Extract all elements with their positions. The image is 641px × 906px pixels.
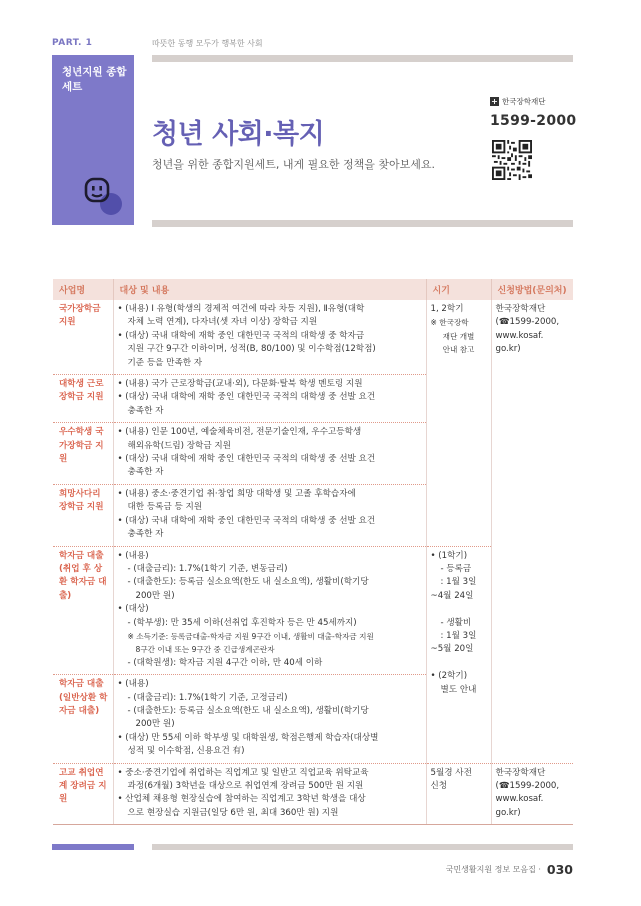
content-line: 지원 구간 9구간 이하이며, 성적(B, 80/100) 및 이수학점(12학점) [127,344,376,355]
contact-org-row [490,96,580,107]
apply-line: (☎1599-2000, [495,781,560,791]
content-line: ※ 소득기준: 등록금대출-학자금 지원 9구간 이내, 생활비 대출-학자금 지원 [127,631,374,641]
content-line: 으로 현장실습 지원금(일당 6만 원, 최대 360만 원) 지원 [127,807,339,818]
content-line: 대한 등록금 등 지원 [127,502,203,513]
program-content [113,546,426,675]
column-header: 대상 및 내용 [113,279,426,300]
program-content [113,484,426,546]
column-header: 신청방법(문의처) [491,279,573,300]
program-content [113,300,426,375]
table-header-row [53,279,573,300]
period-line: • (2학기) [430,671,468,682]
content-line: • (내용) 인문 100년, 예술체육비전, 전문기술인재, 우수고등학생 [117,427,362,438]
top-divider [152,55,573,62]
period-line: 1, 2학기 [430,304,464,314]
column-header: 사업명 [53,279,113,300]
content-line: • (내용) [117,679,149,690]
content-line: • (대상) 만 55세 이하 학부생 및 대학원생, 학점은행제 학습자(대상별 [117,732,379,743]
period-line [431,657,487,670]
column-header: 시기 [426,279,491,300]
content-line: 8구간 이내 또는 9구간 중 긴급생계곤란자 [135,645,275,655]
content-line: 과정(6개월) 3학년을 대상으로 취업연계 장려금 500만 원 지원 [127,781,364,791]
program-name: 학자금 대출 (취업 후 상환 학자금 대출) [53,546,113,675]
apply-line: (☎1599-2000, [495,317,560,328]
period-line: - 등록금 [440,563,472,574]
page-number: 030 [546,862,573,877]
page-title: 청년 사회·복지 [152,119,325,150]
period-line: ~5월 20일 [430,644,474,655]
part-subtitle: 따뜻한 동행 모두가 행복한 사회 [152,39,263,48]
program-content [113,675,426,763]
content-line: 성적 및 이수학점, 신용요건 有) [127,746,245,757]
content-line: • (대상) 국내 대학에 재학 중인 대한민국 국적의 대학생 중 선발 요건 [117,454,376,465]
period-line: 안내 참고 [442,345,475,355]
content-line: 충족한 자 [127,405,164,416]
period-line: 5월경 사전 [430,767,472,778]
period-line: : 1월 3일 [440,630,477,641]
footer-bar [152,844,573,850]
apply-line[interactable]: www.kosaf. [495,794,544,805]
period-line: 신청 [430,781,448,791]
program-content [113,423,426,485]
program-apply [491,300,573,763]
content-line: • (내용) 국가 근로장학금(교내·외), 다문화·탈북 학생 멘토링 지원 [117,379,363,390]
program-name: 고교 취업연계 장려금 지원 [53,763,113,825]
content-line: - (학부생): 만 35세 이하(선취업 후진학자 등은 만 45세까지) [127,617,357,628]
content-line: • 산업체 채용형 현장실습에 참여하는 직업계고 3학년 학생을 대상 [117,794,366,805]
program-name: 학자금 대출 (일반상환 학자금 대출) [53,675,113,763]
apply-line[interactable]: go.kr) [495,344,521,355]
part-label: PART. 1 [52,38,93,48]
face-icon [82,175,112,205]
content-line: 자체 노력 연계), 다자녀(셋 자녀 이상) 장학금 지원 [127,317,318,328]
table-row [53,763,573,825]
program-name: 우수학생 국가장학금 지원 [53,423,113,485]
program-period [426,763,491,825]
content-line: • (대상) [117,604,149,615]
footer-bar-accent [52,844,134,850]
content-line: - (대출금리): 1.7%(1학기 기준, 고정금리) [127,692,288,703]
program-period [426,546,491,763]
policy-table [53,279,573,825]
content-line: - (대출한도): 등록금 실소요액(한도 내 실소요액), 생활비(학기당 [127,577,369,588]
content-line: 충족한 자 [127,467,164,478]
period-line: : 1월 3일 [440,577,477,588]
side-label: 청년지원 종합세트 [62,66,127,93]
period-line: ~4월 24일 [430,590,474,601]
apply-line[interactable]: www.kosaf. [495,330,544,341]
contact-phone: 1599-2000 [490,113,577,129]
content-line: - (대출한도): 등록금 실소요액(한도 내 실소요액), 생활비(학기당 [127,705,369,716]
content-line: 200만 원) [135,590,175,601]
book-title: 국민생활지원 정보 모음집 · [445,865,541,874]
apply-line: 한국장학재단 [495,304,546,314]
plus-icon: + [491,97,498,106]
content-line: • (내용) [117,550,149,561]
apply-line[interactable]: go.kr) [495,807,521,818]
page-description: 청년을 위한 종합지원세트, 내게 필요한 정책을 찾아보세요. [152,158,435,171]
qr-code[interactable] [492,140,532,180]
period-line: • (1학기) [430,550,468,561]
content-line: • (대상) 국내 대학에 재학 중인 대한민국 국적의 대학생 중 선발 요건 [117,392,376,403]
table-row [53,300,573,375]
content-line: • (대상) 국내 대학에 재학 중인 대한민국 국적의 대학생 중 선발 요건 [117,515,376,526]
program-name: 희망사다리 장학금 지원 [53,484,113,546]
content-line: • (내용) 중소·중견기업 취·창업 희망 대학생 및 고졸 후학습자에 [117,488,356,499]
content-line: • (대상) 국내 대학에 재학 중인 대한민국 국적의 대학생 중 학자금 [117,330,365,341]
program-period [426,300,491,546]
period-line: 재단 개별 [442,331,475,341]
apply-line: 한국장학재단 [495,767,546,778]
content-line: - (대출금리): 1.7%(1학기 기준, 변동금리) [127,563,288,574]
content-line: • 중소·중견기업에 취업하는 직업계고 및 일반고 직업교육 위탁교육 [117,767,369,778]
content-line: - (대학원생): 학자금 지원 4구간 이하, 만 40세 이하 [127,657,323,668]
section-side-box [52,55,134,225]
program-content [113,763,426,825]
content-line: 기준 등을 만족한 자 [127,357,203,368]
period-line: 별도 안내 [440,684,477,695]
program-content [113,375,426,423]
header-divider [152,220,573,227]
period-line: - 생활비 [440,617,472,628]
content-line: 해외유학(드림) 장학금 지원 [127,440,231,451]
content-line: 충족한 자 [127,529,164,540]
footer [446,862,573,877]
period-line [431,603,487,616]
contact-box [490,96,580,129]
program-apply [491,763,573,825]
program-name: 국가장학금 지원 [53,300,113,375]
program-name: 대학생 근로장학금 지원 [53,375,113,423]
content-line: 200만 원) [135,719,175,730]
contact-org: 한국장학재단 [502,97,546,106]
period-line: ※ 한국장학 [430,318,469,328]
content-line: • (내용) Ⅰ 유형(학생의 경제적 여건에 따라 차등 지원), Ⅱ유형(대학 [117,304,365,314]
